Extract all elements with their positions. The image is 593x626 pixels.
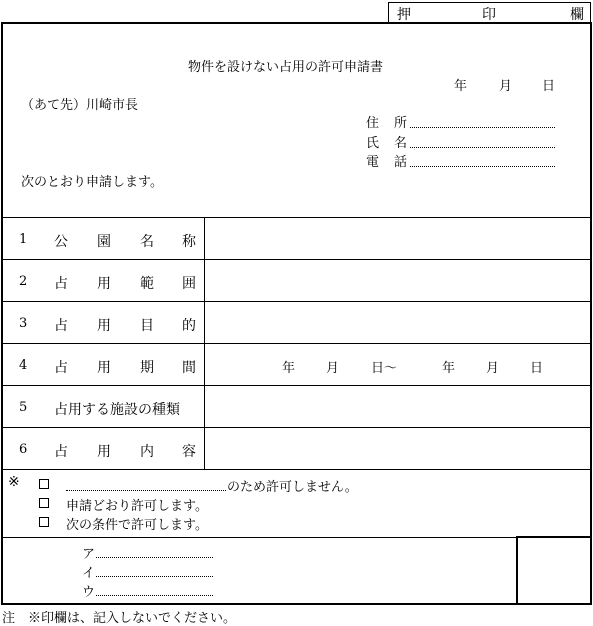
row-3-number: 3 xyxy=(19,316,28,331)
condition-a-field[interactable] xyxy=(96,557,213,558)
row-4-label-3: 期 xyxy=(140,360,154,376)
row-1-number: 1 xyxy=(19,232,28,247)
period-start-month: 月 xyxy=(326,361,340,376)
row-3-label-2: 用 xyxy=(97,318,111,334)
condition-i-field[interactable] xyxy=(96,576,213,577)
intro-text: 次のとおり申請します。 xyxy=(21,175,163,190)
row-1-label-3: 名 xyxy=(140,234,154,250)
row-4-number: 4 xyxy=(19,358,28,373)
condition-u-label: ウ xyxy=(82,585,96,600)
conditional-option-text: 次の条件で許可します。 xyxy=(66,518,208,533)
row-6-label-1: 占 xyxy=(54,444,68,460)
row-4-label-4: 間 xyxy=(182,360,196,376)
condition-u-field[interactable] xyxy=(96,595,213,596)
address-label-1: 住 xyxy=(366,116,380,131)
row-6-label-2: 用 xyxy=(97,444,111,460)
name-field[interactable] xyxy=(410,147,555,148)
footnote: 注 ※印欄は、記入しないでください。 xyxy=(2,611,237,626)
approve-checkbox[interactable] xyxy=(39,498,49,508)
row-6-label-3: 内 xyxy=(140,444,154,460)
condition-a-label: ア xyxy=(82,547,96,562)
row-5-label: 占用する施設の種類 xyxy=(54,402,180,418)
facility-type-field[interactable] xyxy=(205,386,591,427)
name-label-1: 氏 xyxy=(366,136,380,151)
reject-checkbox[interactable] xyxy=(39,479,49,489)
occupancy-purpose-field[interactable] xyxy=(205,302,591,343)
row-3-label-4: 的 xyxy=(182,318,196,334)
row-2-label-3: 範 xyxy=(140,276,154,292)
row-3-label-3: 目 xyxy=(140,318,154,334)
row-3-label-1: 占 xyxy=(54,318,68,334)
date-day-label: 日 xyxy=(542,79,556,94)
park-name-field[interactable] xyxy=(205,218,591,259)
row-1-label-4: 称 xyxy=(182,234,196,250)
date-month-label: 月 xyxy=(499,79,513,94)
row-6-label-4: 容 xyxy=(182,444,196,460)
row-6-number: 6 xyxy=(19,442,28,457)
period-start-day: 日～ xyxy=(371,361,398,376)
date-year-label: 年 xyxy=(454,79,468,94)
row-1-label-2: 園 xyxy=(97,234,111,250)
row-2-label-1: 占 xyxy=(54,276,68,292)
row-4-label-1: 占 xyxy=(54,360,68,376)
phone-label-1: 電 xyxy=(366,155,380,170)
phone-field[interactable] xyxy=(410,166,555,167)
row-2-label-4: 囲 xyxy=(182,276,196,292)
address-field[interactable] xyxy=(410,127,555,128)
stamp-header-char-2: 印 xyxy=(482,7,496,23)
approve-option-text: 申請どおり許可します。 xyxy=(66,499,208,514)
form-title: 物件を設けない占用の許可申請書 xyxy=(188,60,384,75)
address-label-2: 所 xyxy=(394,116,408,131)
stamp-box[interactable] xyxy=(516,536,592,605)
period-start-year: 年 xyxy=(282,361,296,376)
row-2-label-2: 用 xyxy=(97,276,111,292)
stamp-header-char-1: 押 xyxy=(397,7,411,23)
period-end-year: 年 xyxy=(442,361,456,376)
conditional-approve-checkbox[interactable] xyxy=(39,517,49,527)
reject-reason-field[interactable] xyxy=(66,490,226,491)
row-5-number: 5 xyxy=(19,400,28,415)
stamp-header-char-3: 欄 xyxy=(570,7,584,23)
name-label-2: 名 xyxy=(394,136,408,151)
period-end-day: 日 xyxy=(530,361,544,376)
row-2-number: 2 xyxy=(19,274,28,289)
reject-option-text: のため許可しません。 xyxy=(227,480,358,495)
addressee: （あて先）川崎市長 xyxy=(21,98,139,113)
decision-divider xyxy=(2,537,518,538)
condition-i-label: イ xyxy=(82,566,96,581)
occupancy-area-field[interactable] xyxy=(205,260,591,301)
occupancy-content-field[interactable] xyxy=(205,428,591,469)
period-end-month: 月 xyxy=(486,361,500,376)
row-4-label-2: 用 xyxy=(97,360,111,376)
row-1-label-1: 公 xyxy=(54,234,68,250)
phone-label-2: 話 xyxy=(394,155,408,170)
official-use-mark: ※ xyxy=(8,474,20,490)
